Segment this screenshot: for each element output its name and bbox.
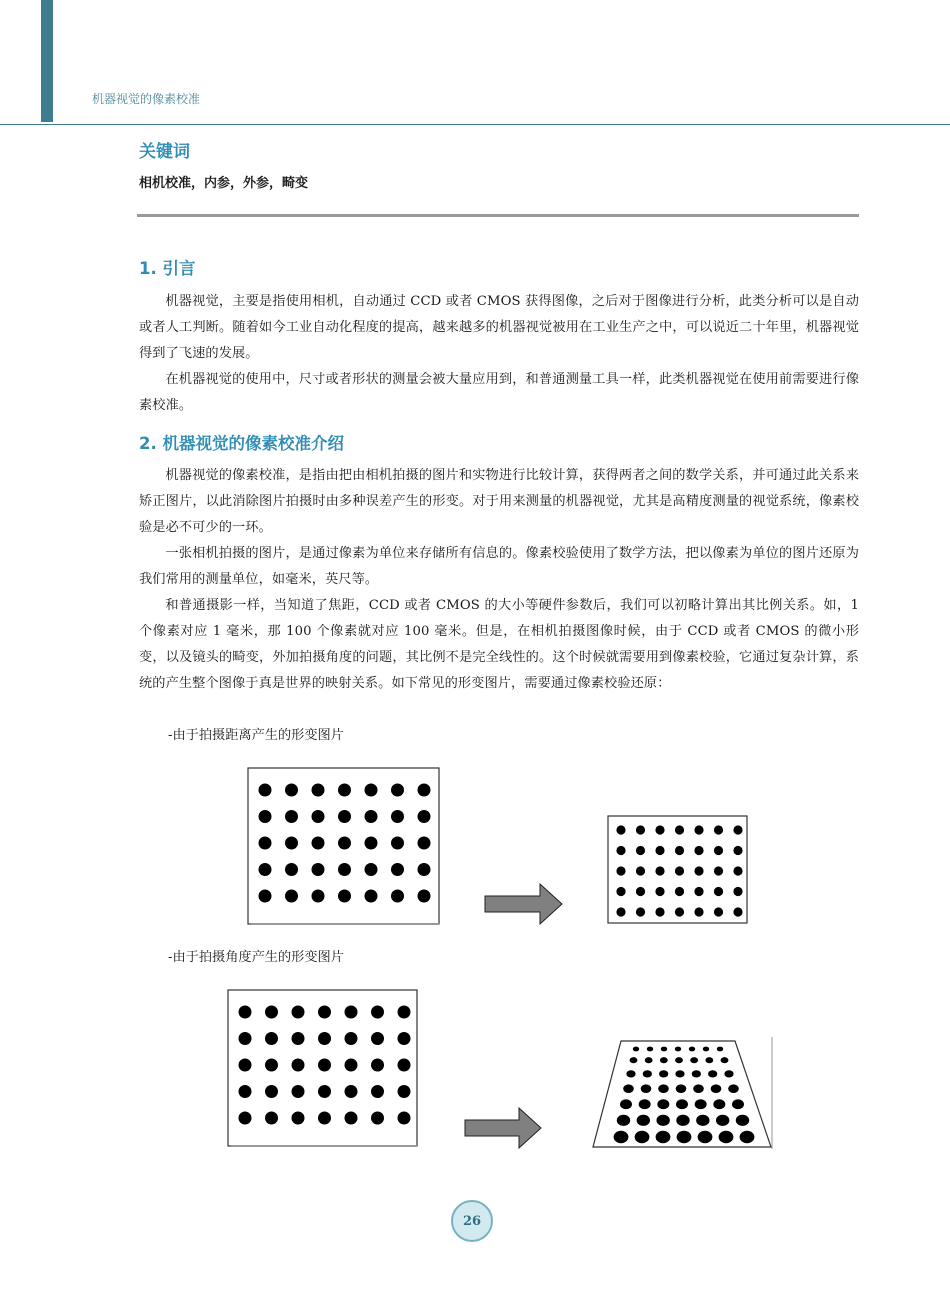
grid-dot — [365, 837, 378, 850]
grid-dot — [698, 1131, 713, 1143]
grid-dot — [636, 866, 645, 875]
grid-dot — [371, 1032, 384, 1045]
arrow-icon — [485, 884, 562, 924]
keywords-title: 关键词 — [139, 142, 190, 162]
grid-dot — [711, 1084, 722, 1093]
grid-dot — [398, 1032, 411, 1045]
grid-dot — [312, 863, 325, 876]
grid-dot — [312, 890, 325, 903]
grid-dot — [398, 1006, 411, 1019]
grid-dot — [703, 1047, 709, 1052]
grid-dot — [265, 1112, 278, 1125]
grid-dot — [265, 1059, 278, 1072]
grid-dot — [719, 1131, 734, 1143]
grid-dot — [733, 825, 742, 834]
section-2-paragraph-2: 一张相机拍摄的图片，是通过像素为单位来存储所有信息的。像素校验使用了数学方法，把以像素为单位的图片还原为我们常用的测量单位，如毫米，英尺等。 — [139, 546, 859, 587]
section-1-paragraph-1: 机器视觉，主要是指使用相机，自动通过 CCD 或者 CMOS 获得图像，之后对于图像进行分析，此类分析可以是自动或者人工判断。随着如今工业自动化程度的提高，越来越多的机器视觉被用在工业生产之中，可以说近二十年里，机器视觉得到了飞速的发展。 — [139, 294, 859, 361]
grid-dot — [285, 810, 298, 823]
grid-dot — [371, 1112, 384, 1125]
running-header: 机器视觉的像素校准 — [92, 92, 201, 106]
figure-angle-distortion — [227, 989, 777, 1153]
grid-dot — [714, 825, 723, 834]
grid-dot — [676, 1099, 688, 1109]
grid-dot — [620, 1099, 632, 1109]
grid-dot — [694, 866, 703, 875]
grid-dot — [626, 1070, 635, 1077]
grid-dot — [318, 1085, 331, 1098]
grid-dot — [259, 784, 272, 797]
grid-dot — [694, 907, 703, 916]
grid-dot — [656, 1115, 669, 1126]
grid-dot — [689, 1047, 695, 1052]
grid-dot — [630, 1057, 638, 1063]
grid-dot — [265, 1032, 278, 1045]
grid-dot — [345, 1112, 358, 1125]
header-rule — [0, 124, 950, 125]
grid-dot — [371, 1059, 384, 1072]
grid-dot — [656, 1131, 671, 1143]
grid-dot — [312, 784, 325, 797]
arrow-icon-2 — [465, 1108, 541, 1148]
grid-dot — [695, 1099, 707, 1109]
grid-dot — [714, 887, 723, 896]
grid-dot — [418, 890, 431, 903]
grid-dot — [692, 1070, 701, 1077]
section-2-paragraph-1: 机器视觉的像素校准，是指由把由相机拍摄的图片和实物进行比较计算，获得两者之间的数学关系，并可通过此关系来矫正图片，以此消除图片拍摄时由多种误差产生的形变。对于用来测量的机器视觉，尤其是高精度测量的视觉系统，像素校验是必不可少的一环。 — [139, 468, 859, 535]
grid-dot — [690, 1057, 698, 1063]
grid-dot — [721, 1057, 729, 1063]
grid-dot — [365, 784, 378, 797]
grid-dot — [694, 887, 703, 896]
grid-dot — [312, 837, 325, 850]
grid-dot — [636, 825, 645, 834]
grid-dot — [616, 846, 625, 855]
grid-dot — [675, 1070, 684, 1077]
grid-dot — [391, 890, 404, 903]
grid-dot — [239, 1006, 252, 1019]
grid-dot — [733, 866, 742, 875]
grid-dot — [675, 825, 684, 834]
grid-dot — [716, 1115, 729, 1126]
grid-dot — [724, 1070, 733, 1077]
grid-dot — [312, 810, 325, 823]
grid-dot — [345, 1059, 358, 1072]
grid-dot — [398, 1059, 411, 1072]
grid-dot — [733, 846, 742, 855]
grid-dot — [239, 1032, 252, 1045]
grid-dot — [713, 1099, 725, 1109]
grid-dot — [371, 1006, 384, 1019]
grid-dot — [645, 1057, 653, 1063]
grid-dot — [696, 1115, 709, 1126]
grid-dot — [418, 837, 431, 850]
grid-dot — [732, 1099, 744, 1109]
grid-dot — [292, 1059, 305, 1072]
grid-dot — [675, 866, 684, 875]
grid-dot — [418, 784, 431, 797]
grid-dot — [635, 1131, 650, 1143]
grid-dot — [338, 863, 351, 876]
grid-dot — [292, 1032, 305, 1045]
grid-dot — [676, 1084, 687, 1093]
grid-dot — [677, 1131, 692, 1143]
grid-dot — [292, 1085, 305, 1098]
grid-dot — [292, 1006, 305, 1019]
grid-dot — [391, 837, 404, 850]
grid-dot — [657, 1099, 669, 1109]
grid-dot — [675, 1057, 683, 1063]
grid-dot — [655, 866, 664, 875]
grid-dot — [740, 1131, 755, 1143]
grid-dot — [318, 1059, 331, 1072]
grid-dot — [318, 1006, 331, 1019]
grid-dot — [675, 907, 684, 916]
grid-dot — [655, 887, 664, 896]
grid-dot — [705, 1057, 713, 1063]
section-2-title: 2. 机器视觉的像素校准介绍 — [139, 434, 344, 453]
grid-dot — [391, 863, 404, 876]
grid-dot — [643, 1070, 652, 1077]
grid-dot — [365, 890, 378, 903]
grid-dot — [714, 866, 723, 875]
header-side-bar — [41, 0, 53, 122]
grid-dot — [318, 1032, 331, 1045]
grid-dot — [338, 837, 351, 850]
grid-dot — [371, 1085, 384, 1098]
grid-dot — [676, 1115, 689, 1126]
grid-dot — [345, 1006, 358, 1019]
grid-dot — [418, 810, 431, 823]
grid-dot — [733, 907, 742, 916]
grid-dot — [637, 1115, 650, 1126]
grid-dot — [259, 810, 272, 823]
page-number: 26 — [451, 1200, 493, 1242]
grid-dot — [661, 1047, 667, 1052]
grid-dot — [338, 810, 351, 823]
grid-dot — [659, 1070, 668, 1077]
grid-dot — [655, 825, 664, 834]
grid-dot — [292, 1112, 305, 1125]
grid-dot — [636, 846, 645, 855]
grid-dot — [736, 1115, 749, 1126]
grid-dot — [345, 1085, 358, 1098]
grid-dot — [693, 1084, 704, 1093]
grid-dot — [655, 846, 664, 855]
grid-dot — [285, 890, 298, 903]
grid-dot — [694, 825, 703, 834]
grid-dot — [391, 784, 404, 797]
grid-dot — [617, 1115, 630, 1126]
grid-dot — [733, 887, 742, 896]
grid-dot — [265, 1006, 278, 1019]
grid-dot — [239, 1059, 252, 1072]
grid-dot — [285, 863, 298, 876]
keywords-text: 相机校准，内参，外参，畸变 — [139, 176, 309, 191]
section-2-paragraph-3: 和普通摄影一样，当知道了焦距，CCD 或者 CMOS 的大小等硬件参数后，我们可以初略计算出其比例关系。如，1 个像素对应 1 毫米，那 100 个像素就对应 100 毫米。但是，在相机拍摄图像时候，由于 CCD 或者 CMOS 的微小形变，以及镜头的畸变，外加拍摄角度的问题，其比例不是完全线性的。这个时候就需要用到像素校验，它通过复杂计算，系统的产生整个图像于真是世界的映射关系。如下常见的形变图片，需要通过像素校验还原： — [139, 598, 859, 691]
grid-dot — [675, 846, 684, 855]
grid-dot — [641, 1084, 652, 1093]
grid-dot — [345, 1032, 358, 1045]
grid-dot — [239, 1085, 252, 1098]
grid-dot — [398, 1112, 411, 1125]
grid-dot — [658, 1084, 669, 1093]
figure-2-label: -由于拍摄角度产生的形变图片 — [168, 950, 344, 965]
grid-dot — [338, 890, 351, 903]
grid-dot — [616, 825, 625, 834]
section-divider — [137, 214, 859, 217]
grid-dot — [614, 1131, 629, 1143]
grid-dot — [318, 1112, 331, 1125]
grid-dot — [418, 863, 431, 876]
grid-dot — [338, 784, 351, 797]
section-1-title: 1. 引言 — [139, 259, 196, 278]
grid-dot — [259, 863, 272, 876]
grid-dot — [647, 1047, 653, 1052]
grid-dot — [636, 887, 645, 896]
grid-dot — [285, 837, 298, 850]
grid-dot — [655, 907, 664, 916]
grid-dot — [398, 1085, 411, 1098]
grid-dot — [633, 1047, 639, 1052]
grid-dot — [717, 1047, 723, 1052]
grid-dot — [365, 810, 378, 823]
grid-dot — [660, 1057, 668, 1063]
grid-dot — [714, 907, 723, 916]
grid-dot — [259, 890, 272, 903]
figure-1-label: -由于拍摄距离产生的形变图片 — [168, 728, 344, 743]
grid-dot — [694, 846, 703, 855]
section-1-paragraph-2: 在机器视觉的使用中，尺寸或者形状的测量会被大量应用到，和普通测量工具一样，此类机器视觉在使用前需要进行像素校准。 — [139, 372, 859, 413]
grid-dot — [391, 810, 404, 823]
grid-dot — [616, 907, 625, 916]
grid-dot — [675, 887, 684, 896]
grid-dot — [616, 887, 625, 896]
grid-dot — [616, 866, 625, 875]
grid-dot — [239, 1112, 252, 1125]
grid-dot — [259, 837, 272, 850]
grid-dot — [714, 846, 723, 855]
grid-dot — [285, 784, 298, 797]
grid-dot — [675, 1047, 681, 1052]
figure-distance-distortion — [247, 767, 767, 929]
grid-dot — [365, 863, 378, 876]
grid-dot — [265, 1085, 278, 1098]
grid-dot — [708, 1070, 717, 1077]
grid-dot — [623, 1084, 634, 1093]
grid-dot — [639, 1099, 651, 1109]
grid-dot — [636, 907, 645, 916]
grid-dot — [728, 1084, 739, 1093]
